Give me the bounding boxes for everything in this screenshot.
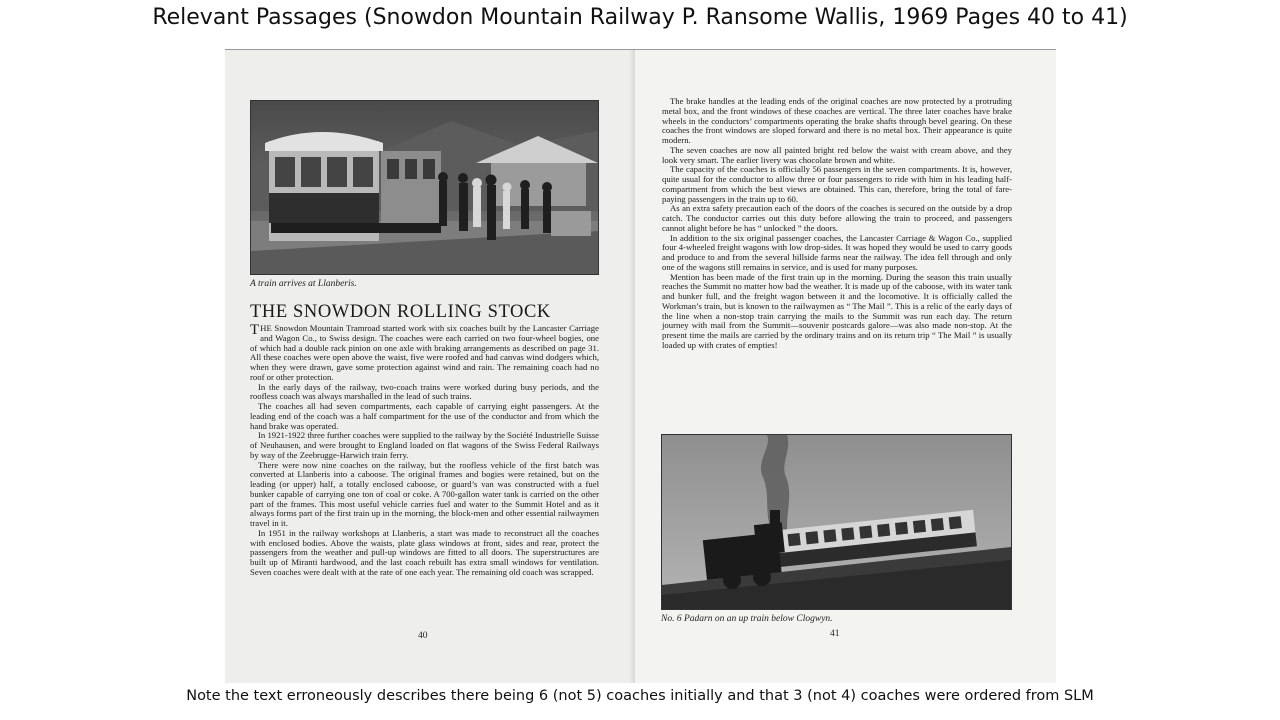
right-paragraph-6: Mention has been made of the first train up in the morning. During the season this train usually reaches the Summit no matter how bad the weather. It is made up of the caboose, with its water tank and bunker full, and the freight wagon between it and the locomotive. It is officially called the Workman’s train, but is known to the railwaymen as “ The Mail ”. This is a relic of the early days of the line when a non-stop train carrying the mails to the Summit was run each day. The return journey with mail from the Summit—souvenir postcards galore—was also made non-stop. At the present time the mails are carried by the ordinary trains and on its return trip “ The Mail ” is usually loaded up with crates of empties! — [662, 271, 1012, 350]
right-photo-caption: No. 6 Padarn on an up train below Clogwyn. — [661, 614, 833, 624]
right-body-text — [662, 97, 1012, 351]
right-paragraph-3: The capacity of the coaches is officially 56 passengers in the seven compartments. It is, however, quite usual for the conductor to allow three or four passengers to ride with him in his leading half-compartment from which the best views are obtained. This can, therefore, bring the total of fare-paying passengers in the train up to 60. — [662, 164, 1012, 204]
slide-title: Relevant Passages (Snowdon Mountain Railway P. Ransome Wallis, 1969 Pages 40 to 41) — [152, 5, 1128, 30]
left-paragraph-5: There were now nine coaches on the railway, but the roofless vehicle of the first batch was converted at Llanberis into a caboose. The original frames and bogies were retained, but on the leading (or upper) half, a totally enclosed caboose, or guard’s van was constructed with a fuel bunker capable of carrying one ton of coal or coke. A 700-gallon water tank is carried on the other part of the frames. This most useful vehicle carries fuel and water to the Summit Hotel and as it always forms part of the first train up in the morning, the block-men and other essential railwaymen travel in it. — [250, 459, 599, 528]
book-spread — [225, 49, 1056, 683]
left-paragraph-4: In 1921-1922 three further coaches were supplied to the railway by the Société Industrielle Suisse of Neuhausen, and were brought to England loaded on flat wagons of the Swiss Federal Railways by way of the Zeebrugge-Harwich train ferry. — [250, 430, 599, 460]
drop-cap: T — [250, 322, 260, 338]
page-number-41: 41 — [830, 629, 840, 639]
left-paragraph-3: The coaches all had seven compartments, each capable of carrying eight passengers. At the leading end of the coach was a half compartment for the use of the conductor and from which the hand brake was operated. — [250, 401, 599, 431]
llanberis-train-photo — [250, 100, 599, 275]
right-paragraph-5: In addition to the six original passenger coaches, the Lancaster Carriage & Wagon Co., supplied four 4-wheeled freight wagons with low drop-sides. It was hoped they would be used to carry goods and produce to and from the several hillside farms near the railway. The idea fell through and only one of the wagons still remains in service, and is used for many purposes. — [662, 232, 1012, 272]
right-paragraph-1: The brake handles at the leading ends of the original coaches are now protected by a protruding metal box, and the front windows of these coaches are vertical. The three later coaches have brake wheels in the conductors’ compartments operating the brake shafts through bevel gearing. On these coaches the front windows are sloped forward and there is no metal box. Their appearance is quite modern. — [662, 96, 1012, 145]
left-body-text — [250, 324, 599, 578]
slide-footnote: Note the text erroneously describes there being 6 (not 5) coaches initially and that 3 (not 4) coaches were ordered from SLM — [186, 688, 1094, 704]
left-paragraph-2: In the early days of the railway, two-coach trains were worked during busy periods, and the roofless coach was always marshalled in the lead of such trains. — [250, 381, 599, 402]
left-paragraph-6: In 1951 in the railway workshops at Llanberis, a start was made to reconstruct all the coaches with enclosed bodies. Above the waists, plate glass windows at front, sides and rear, protect the passengers from the weather and pull-up windows are fitted to all doors. The superstructures are built up of Miranti hardwood, and the last coach rebuilt has extra small windows for ventilation. Seven coaches were dealt with at the rate of one each year. The remaining old coach was scrapped. — [250, 527, 599, 577]
padarn-locomotive-photo — [661, 434, 1012, 610]
chapter-heading: THE SNOWDON ROLLING STOCK — [250, 302, 551, 322]
page-number-40: 40 — [418, 631, 428, 641]
right-paragraph-2: The seven coaches are now all painted bright red below the waist with cream above, and they look very smart. The earlier livery was chocolate brown and white. — [662, 144, 1012, 165]
right-paragraph-4: As an extra safety precaution each of the doors of the coaches is secured on the outside by a drop catch. The conductor carries out this duty before allowing the train to proceed, and passengers cannot alight before he has “ unlocked ” the doors. — [662, 203, 1012, 233]
right-page — [635, 50, 1056, 683]
left-page — [225, 50, 635, 683]
left-paragraph-1: THE Snowdon Mountain Tramroad started work with six coaches built by the Lancaster Carriage and Wagon Co., to Swiss design. The coaches were each carried on two four-wheel bogies, one of which had a double rack pinion on one axle with braking arrangements as described on page 31. All these coaches were open above the waist, five were roofed and had canvas wind dodgers which, when they were drawn, gave some protection against wind and rain. The remaining coach had no roof or other protection. — [250, 322, 599, 382]
left-photo-caption: A train arrives at Llanberis. — [250, 279, 357, 289]
